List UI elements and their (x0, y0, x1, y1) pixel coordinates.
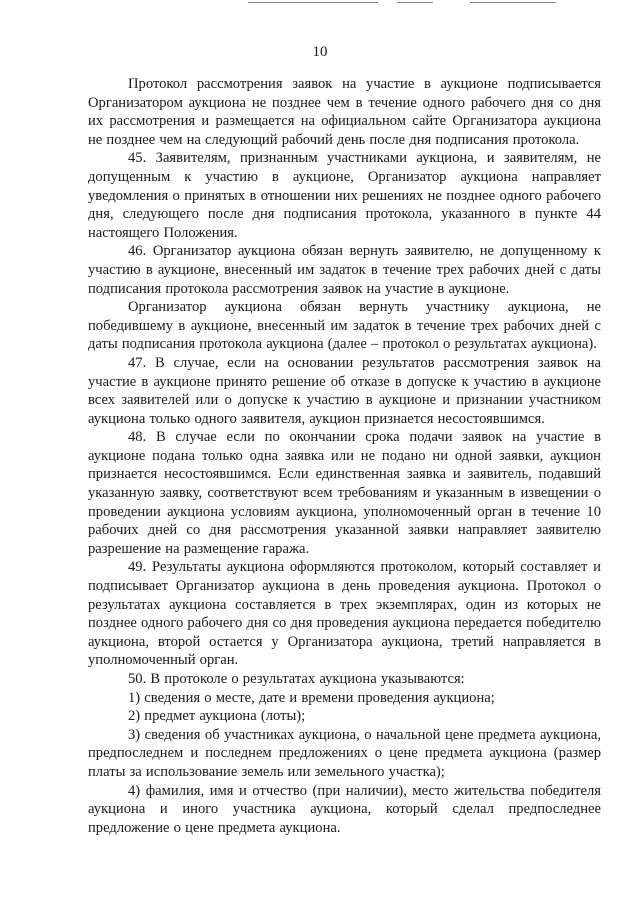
paragraph-49: 49. Результаты аукциона оформляются протоколом, который составляет и подписывает Организатор аукциона в день проведения аукциона. Протокол о результатах аукциона составляется в трех экземплярах, один из которых не позднее одного рабочего дня со дня проведения аукциона передается победителю аукциона, второй остается у Организатора аукциона, третий направляется в уполномоченный орган. (88, 559, 601, 669)
paragraph-48: 48. В случае если по окончании срока подачи заявок на участие в аукционе подана только одна заявка или не подано ни одной заявки, аукцион признается несостоявшимся. Если единственная заявка и заявитель, подавший указанную заявку, соответствуют всем требованиям и указанным в извещении о проведении аукциона условиям аукциона, уполномоченный орган в течение 10 рабочих дней со дня рассмотрения указанной заявки направляет заявителю разрешение на размещение гаража. (88, 429, 601, 557)
list-item-2: 2) предмет аукциона (лоты); (128, 708, 306, 725)
page-number: 10 (312, 44, 328, 60)
paragraph-47: 47. В случае, если на основании результатов рассмотрения заявок на участие в аукционе принято решение об отказе в допуске к участию в аукционе всех заявителей или о допуске к участию в аукционе и признании участником аукциона только одного заявителя, аукцион признается несостоявшимся. (88, 354, 601, 427)
list-item-1: 1) сведения о месте, дате и времени проведения аукциона; (128, 689, 495, 706)
top-edge-line (248, 2, 378, 3)
list-item-4: 4) фамилия, имя и отчество (при наличии), место жительства победителя аукциона и иного участника аукциона, который сделал предпоследнее предложение о цене предмета аукциона. (88, 782, 601, 836)
top-edge-line (470, 2, 556, 3)
top-edge-line (397, 2, 433, 3)
paragraph-deposit-return: Организатор аукциона обязан вернуть участнику аукциона, не победившему в аукционе, внесенный им задаток в течение трех рабочих дней с даты подписания протокола аукциона (далее – протокол о результатах аукциона). (88, 299, 601, 353)
list-item-3: 3) сведения об участниках аукциона, о начальной цене предмета аукциона, предпоследнем и последнем предложениях о цене предмета аукциона (размер платы за использование земель или земельного участка); (88, 726, 601, 780)
paragraph-50: 50. В протоколе о результатах аукциона указываются: (128, 671, 465, 687)
paragraph-45: 45. Заявителям, признанным участниками аукциона, и заявителям, не допущенным к участию в аукционе, Организатор аукциона направляет уведомления о принятых в отношении них решениях не позднее одного рабочего дня, следующего после дня подписания протокола, указанного в пункте 44 настоящего Положения. (88, 150, 601, 241)
document-body (88, 75, 601, 837)
paragraph-46: 46. Организатор аукциона обязан вернуть заявителю, не допущенному к участию в аукционе, внесенный им задаток в течение трех рабочих дней с даты подписания протокола рассмотрения заявок на участие в аукционе. (88, 243, 601, 297)
paragraph-protocol-signing: Протокол рассмотрения заявок на участие в аукционе подписывается Организатором аукциона не позднее чем в течение одного рабочего дня со дня их рассмотрения и размещается на официальном сайте Организатора аукциона не позднее чем на следующий рабочий день после дня подписания протокола. (88, 76, 601, 148)
